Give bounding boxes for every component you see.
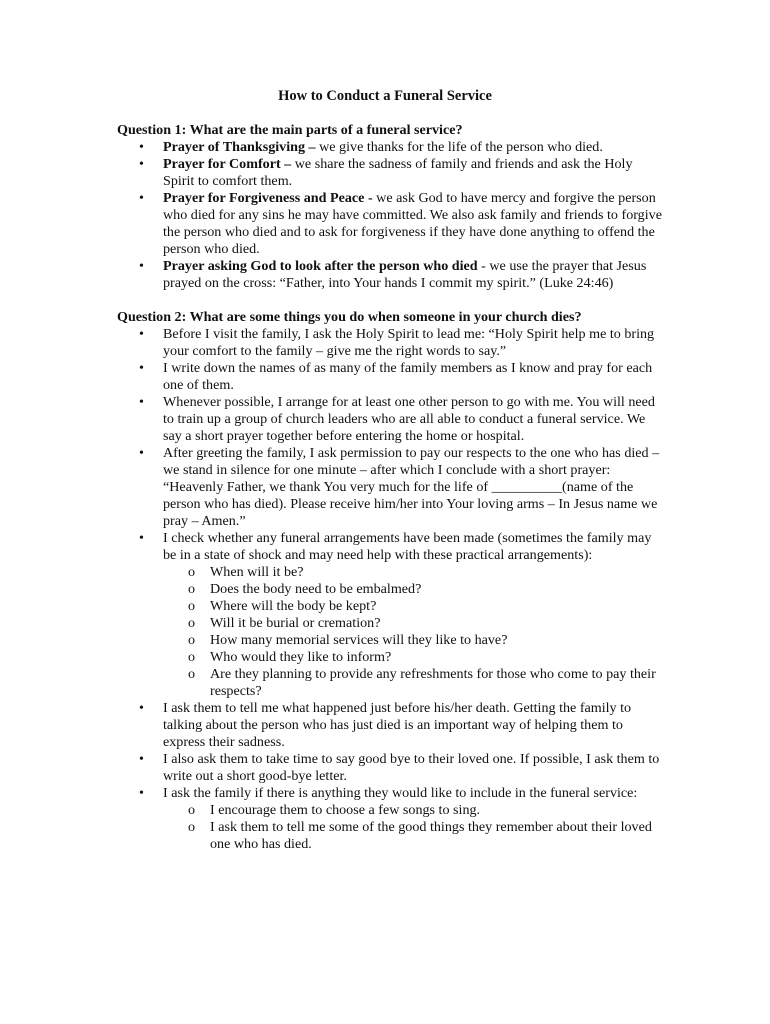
item-text: I check whether any funeral arrangements have been made (sometimes the family may be in a state of shock and may need help with these practical arrangements): (163, 530, 652, 563)
item-text: I also ask them to take time to say good bye to their loved one. If possible, I ask them to write out a short good-bye letter. (163, 751, 660, 784)
list-item (163, 700, 662, 751)
item-text: I ask them to tell me what happened just before his/her death. Getting the family to talking about the person who has just died is an important way of helping them to express their sadness. (163, 700, 632, 750)
arrangements-sublist (163, 564, 662, 700)
sub-list-item: o How many memorial services will they like to have? (210, 632, 662, 649)
list-item (163, 156, 662, 190)
sub-list-item: o Who would they like to inform? (210, 649, 662, 666)
sub-list-item: o I encourage them to choose a few songs to sing. (210, 802, 662, 819)
list-item (163, 445, 662, 530)
question-1-heading: Question 1: What are the main parts of a funeral service? (117, 122, 463, 138)
list-item (163, 139, 662, 156)
document-title: How to Conduct a Funeral Service (278, 88, 492, 104)
list-item (163, 785, 662, 853)
item-text: we give thanks for the life of the person who died. (315, 139, 603, 155)
item-title: Prayer for Forgiveness and Peace - (163, 190, 373, 206)
list-item (163, 326, 662, 360)
sub-list-item: o Where will the body be kept? (210, 598, 662, 615)
item-text: I write down the names of as many of the family members as I know and pray for each one of them. (163, 360, 653, 393)
item-text: I ask the family if there is anything they would like to include in the funeral service: (163, 785, 638, 801)
list-item (163, 190, 662, 258)
item-text: After greeting the family, I ask permission to pay our respects to the one who has died – we stand in silence for one minute – after which I conclude with a short prayer: “Heavenly Father, we thank You very much for the life of __________(name of the person who has died). Please receive him/her into Your loving arms – In Jesus name we pray – Amen.” (163, 445, 660, 529)
list-item (163, 360, 662, 394)
list-item (163, 258, 662, 292)
item-title: Prayer for Comfort – (163, 156, 292, 172)
sub-list-item: o Does the body need to be embalmed? (210, 581, 662, 598)
list-item (163, 530, 662, 700)
list-item (163, 751, 662, 785)
item-title: Prayer of Thanksgiving – (163, 139, 316, 155)
item-text: - we use the prayer that Jesus prayed on the cross: “Father, into Your hands I commit my spirit.” (Luke 24:46) (163, 258, 647, 291)
service-sublist (163, 802, 662, 853)
sub-list-item: o Will it be burial or cremation? (210, 615, 662, 632)
sub-list-item: o Are they planning to provide any refreshments for those who come to pay their respects? (210, 666, 662, 700)
question-1-list (117, 139, 662, 292)
item-text: Before I visit the family, I ask the Holy Spirit to lead me: “Holy Spirit help me to bring your comfort to the family – give me the right words to say.” (163, 326, 655, 359)
item-text: we ask God to have mercy and forgive the person who died for any sins he may have committed. We also ask family and friends to forgive the person who died and to ask for forgiveness if they have done anything to offend the person who died. (163, 190, 662, 257)
document-body (117, 122, 662, 853)
question-2-list (117, 326, 662, 853)
question-2-heading: Question 2: What are some things you do when someone in your church dies? (117, 309, 582, 325)
item-title: Prayer asking God to look after the person who died (163, 258, 478, 274)
item-text: Whenever possible, I arrange for at least one other person to go with me. You will need to train up a group of church leaders who are all able to conduct a funeral service. We say a short prayer together before entering the home or hospital. (163, 394, 655, 444)
sub-list-item: o I ask them to tell me some of the good things they remember about their loved one who has died. (210, 819, 662, 853)
list-item (163, 394, 662, 445)
item-text: we share the sadness of family and friends and ask the Holy Spirit to comfort them. (163, 156, 633, 189)
sub-list-item: o When will it be? (210, 564, 662, 581)
